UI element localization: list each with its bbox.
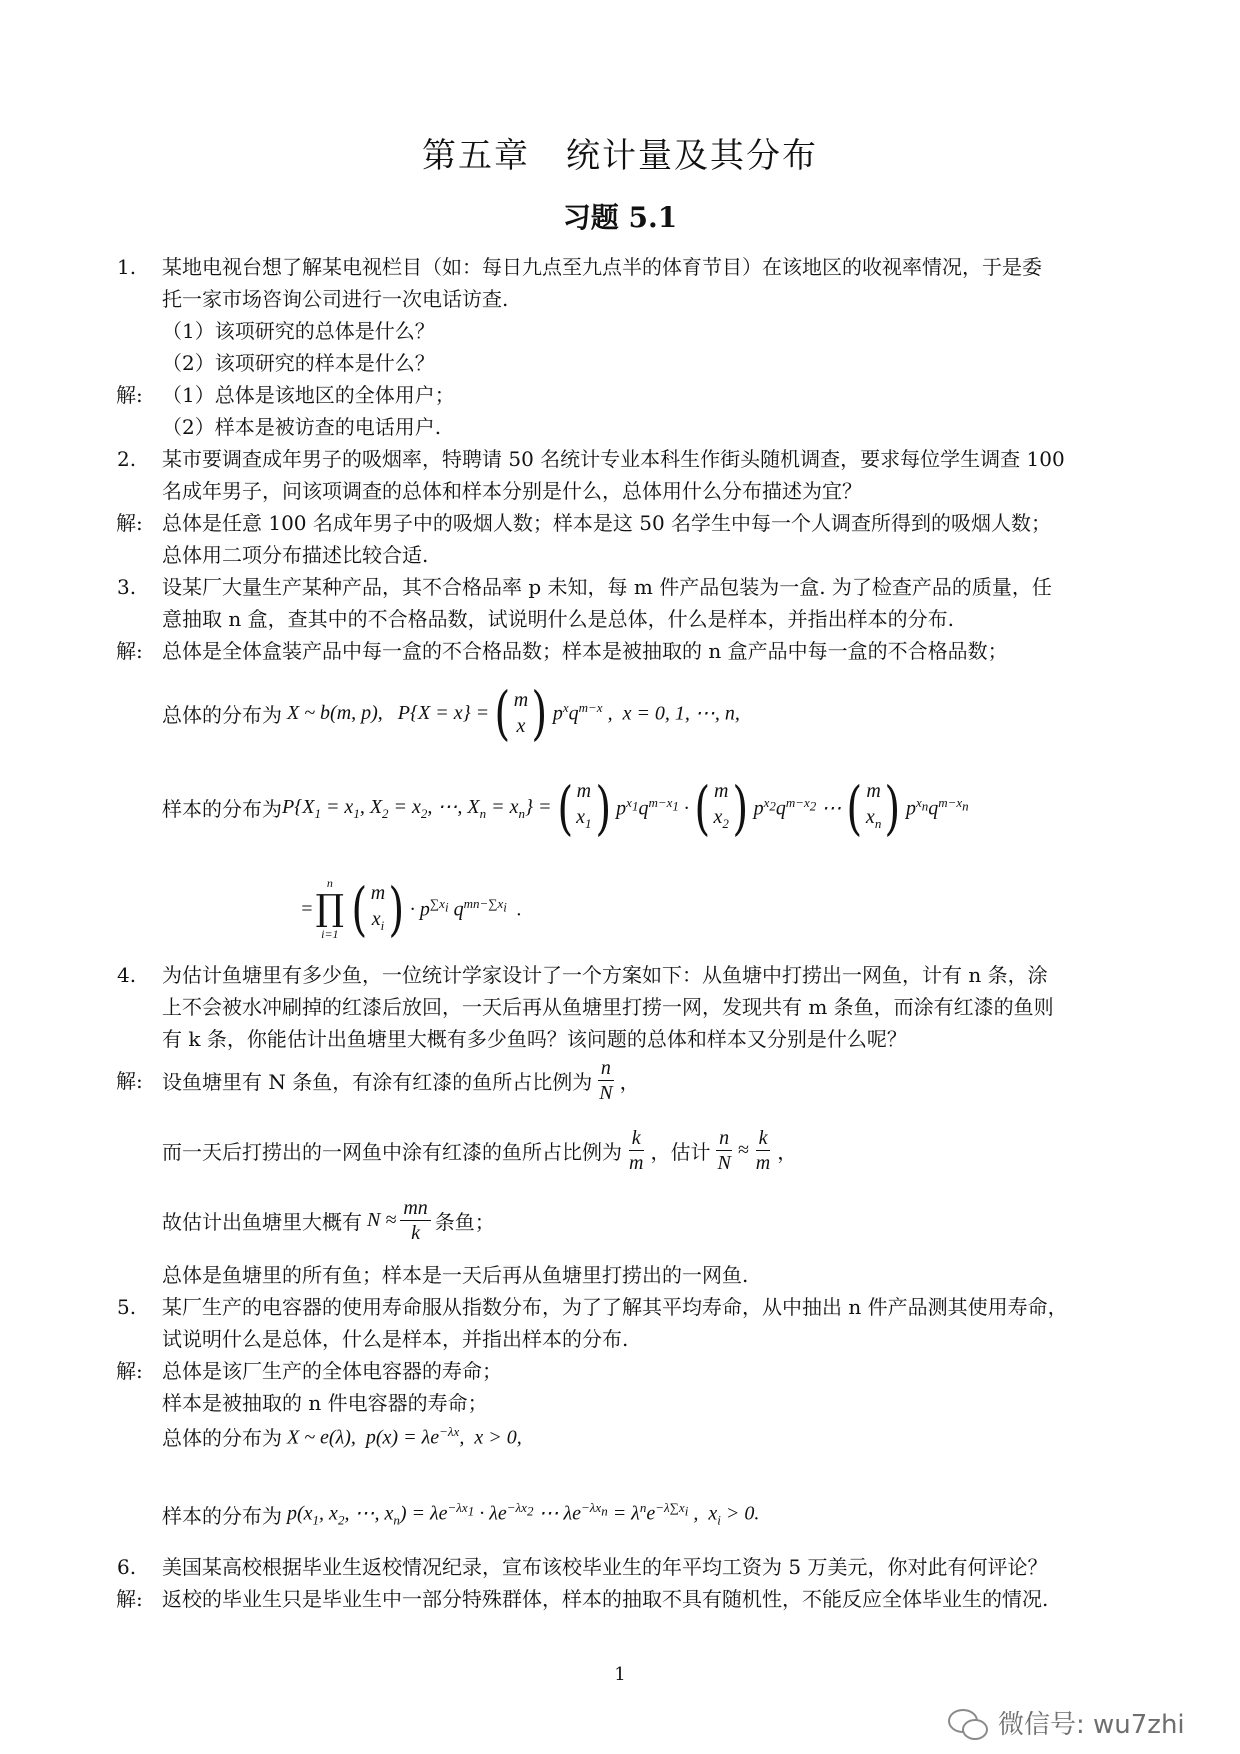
problem-text: 某厂生产的电容器的使用寿命服从指数分布，为了了解其平均寿命，从中抽出 n 件产品测其使用寿命， — [162, 1295, 1068, 1319]
problem-text: 美国某高校根据毕业生返校情况纪录，宣布该校毕业生的年平均工资为 5 万美元，你对此有何评论？ — [162, 1555, 1048, 1579]
problem-number: 6. — [117, 1555, 137, 1579]
problem-text: 上不会被水冲刷掉的红漆后放回，一天后再从鱼塘里打捞一网，发现共有 m 条鱼，而涂有红漆的鱼则 — [162, 995, 1054, 1019]
problem-text: 有 k 条，你能估计出鱼塘里大概有多少鱼吗？该问题的总体和样本又分别是什么呢？ — [162, 1027, 907, 1051]
sub-question: （2）该项研究的样本是什么？ — [162, 351, 435, 375]
problem-text: 设某厂大量生产某种产品，其不合格品率 p 未知，每 m 件产品包装为一盒. 为了检查产品的质量，任 — [162, 575, 1052, 599]
chapter-title: 第五章 统计量及其分布 — [422, 136, 818, 176]
problem-number: 2. — [117, 447, 137, 471]
problem-text: 试说明什么是总体，什么是样本，并指出样本的分布. — [162, 1327, 629, 1351]
section-title: 习题 5.1 — [562, 201, 678, 234]
solution-label: 解: — [116, 1587, 143, 1611]
solution-text: ，估计 — [650, 1140, 711, 1164]
formula-label: 样本的分布为 — [162, 797, 282, 821]
solution-label: 解: — [116, 1359, 143, 1383]
formula-label: 总体的分布为 — [162, 1426, 282, 1450]
population-distribution-formula: 总体的分布为 X ~ e(λ), $p(x) = \lambda e^{-\lambda x}$, x > 0, — [162, 1423, 522, 1450]
sub-question: （1）该项研究的总体是什么？ — [162, 319, 435, 343]
problem-number: 3. — [117, 575, 137, 599]
watermark — [948, 1704, 1185, 1741]
solution-label: 解: — [116, 383, 143, 407]
solution-line: 设鱼塘里有 N 条鱼，有涂有红漆的鱼所占比例为 $\frac{n}{N}$ ， — [162, 1057, 640, 1104]
solution-line: 故估计出鱼塘里大概有 N ≈ $\frac{mn}{k}$ 条鱼； — [162, 1197, 495, 1244]
population-distribution-formula: 总体的分布为 X ~ b(m, p), P{X = x} = ( m x ) $p^xq^{m-x}$ , x = 0, 1, ⋯, n, — [162, 679, 740, 747]
solution-text: 而一天后打捞出的一网鱼中涂有红漆的鱼所占比例为 — [162, 1140, 622, 1164]
page-number: 1 — [614, 1664, 626, 1685]
solution-text: 条鱼； — [434, 1210, 495, 1234]
solution-text: 样本是被抽取的 n 件电容器的寿命； — [162, 1391, 488, 1415]
solution-text: （1）总体是该地区的全体用户； — [162, 383, 455, 407]
solution-text: 总体是任意 100 名成年男子中的吸烟人数；样本是这 50 名学生中每一个人调查所得到的吸烟人数； — [162, 511, 1052, 535]
problem-text: 名成年男子，问该项调查的总体和样本分别是什么，总体用什么分布描述为宜？ — [162, 479, 862, 503]
sample-distribution-product: = n ∏ i=1 ( m $x_i$ ) · $p^{\sum x_i}$ $q^{mn-\sum x_i}$ . — [300, 875, 522, 943]
solution-text: （2）样本是被访查的电话用户. — [162, 415, 442, 439]
wechat-icon — [948, 1707, 988, 1739]
solution-text: 故估计出鱼塘里大概有 — [162, 1210, 362, 1234]
problem-number: 5. — [117, 1295, 137, 1319]
problem-text: 为估计鱼塘里有多少鱼，一位统计学家设计了一个方案如下：从鱼塘中打捞出一网鱼，计有 n 条，涂 — [162, 963, 1048, 987]
problem-text: 意抽取 n 盒，查其中的不合格品数，试说明什么是总体，什么是样本，并指出样本的分布. — [162, 607, 954, 631]
sample-distribution-formula: 样本的分布为 $p(x_1$, $x_2$, ⋯, $x_n) = \lambda e^{-\lambda x_1} \cdot \lambda e^{-\lambda x_2}$ ⋯ $\lambda e^{-\lambda x_n} = \lambda^ne^{-\lambda\sum x_i}$ , $x_i > 0$. — [162, 1500, 760, 1528]
problem-text: 某市要调查成年男子的吸烟率，特聘请 50 名统计专业本科生作街头随机调查，要求每位学生调查 100 — [162, 447, 1065, 471]
problem-number: 1. — [117, 255, 137, 279]
solution-text: 总体用二项分布描述比较合适. — [162, 543, 429, 567]
solution-text: 设鱼塘里有 N 条鱼，有涂有红漆的鱼所占比例为 — [162, 1070, 593, 1094]
solution-label: 解: — [116, 1069, 143, 1093]
problem-text: 托一家市场咨询公司进行一次电话访查. — [162, 287, 509, 311]
solution-text: 返校的毕业生只是毕业生中一部分特殊群体，样本的抽取不具有随机性，不能反应全体毕业生的情况. — [162, 1587, 1049, 1611]
problem-number: 4. — [117, 963, 137, 987]
solution-text: 总体是鱼塘里的所有鱼；样本是一天后再从鱼塘里打捞出的一网鱼. — [162, 1263, 749, 1287]
solution-text: 总体是全体盒装产品中每一盒的不合格品数；样本是被抽取的 n 盒产品中每一盒的不合格品数； — [162, 639, 1008, 663]
formula-label: 样本的分布为 — [162, 1504, 282, 1528]
formula-label: 总体的分布为 — [162, 702, 282, 727]
solution-text: 总体是该厂生产的全体电容器的寿命； — [162, 1359, 502, 1383]
solution-label: 解: — [116, 639, 143, 663]
solution-line: 而一天后打捞出的一网鱼中涂有红漆的鱼所占比例为 $\frac{k}{m}$ ，估计 $\frac{n}{N}$ ≈ $\frac{k}{m}$ ， — [162, 1127, 798, 1174]
sample-distribution-formula: 样本的分布为 $P\{X_1 = x_1$, $X_2 = x_2$, ⋯, $X_n = x_n$} = ( m $x_1$ ) $p^{x_1}q^{m-x_1}$ · ( m $x_2$ ) $p^{x_2}q^{m-x_2}$ ⋯ ( m $x_n$ ) $p^{x_n}q^{m-x_n}$ — [162, 773, 969, 842]
watermark-text: 微信号: wu7zhi — [998, 1710, 1185, 1740]
problem-text: 某地电视台想了解某电视栏目（如：每日九点至九点半的体育节目）在该地区的收视率情况，于是委 — [162, 255, 1042, 279]
solution-label: 解: — [116, 511, 143, 535]
